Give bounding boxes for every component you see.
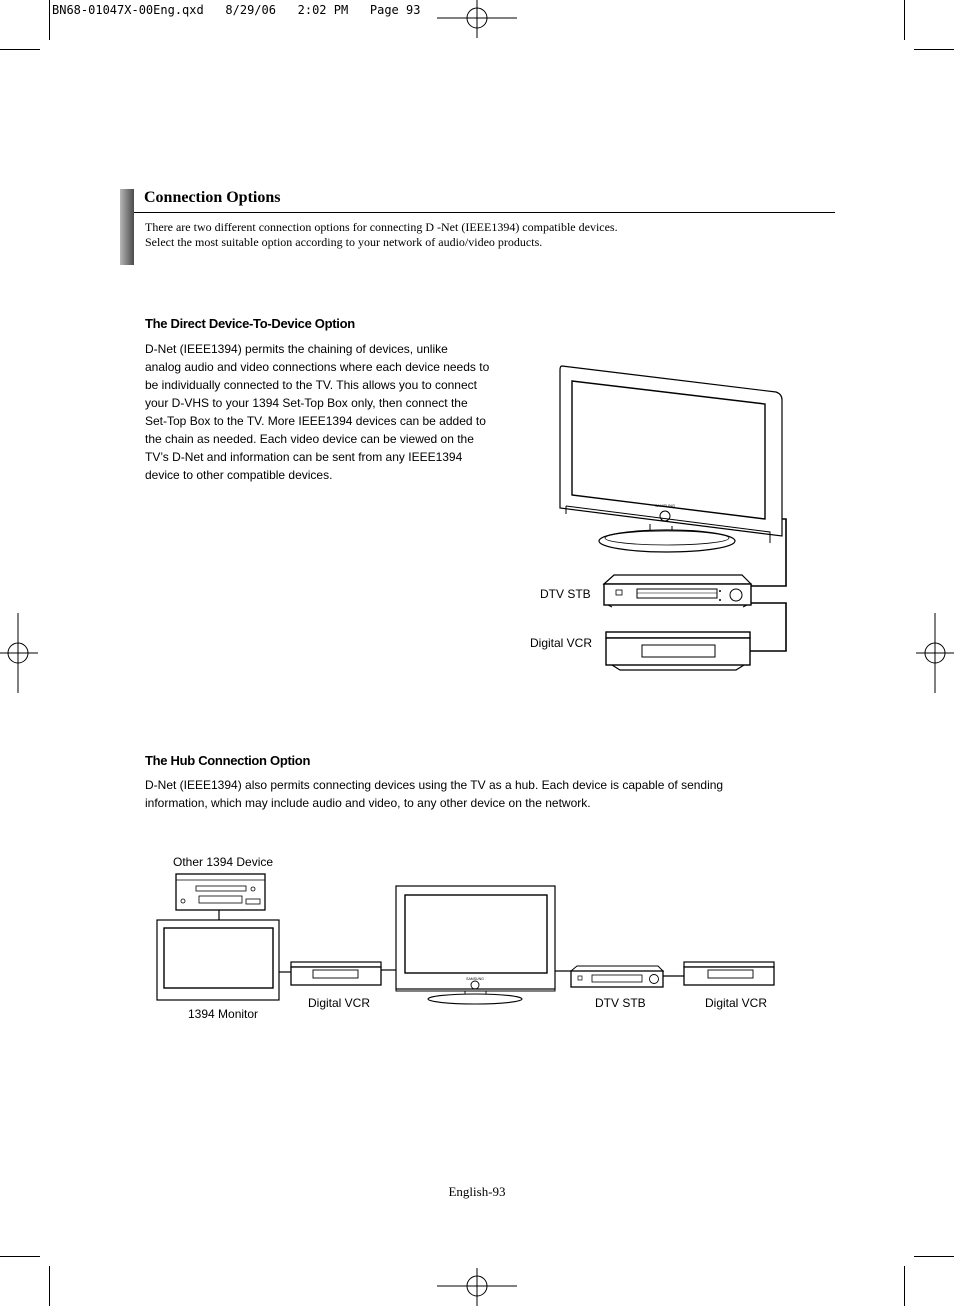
intro-line: Select the most suitable option according to your network of audio/video products. bbox=[145, 235, 543, 249]
body-line: the chain as needed. Each video device can be viewed on the bbox=[145, 432, 474, 446]
body-line: device to other compatible devices. bbox=[145, 468, 333, 482]
label-digital-vcr-right: Digital VCR bbox=[705, 996, 768, 1010]
label-digital-vcr: Digital VCR bbox=[530, 636, 593, 650]
label-digital-vcr-left: Digital VCR bbox=[308, 996, 371, 1010]
right-digital-vcr-illustration bbox=[684, 962, 774, 985]
page-number: English-93 bbox=[448, 1184, 506, 1199]
slug-line: BN68-01047X-00Eng.qxd 8/29/06 2:02 PM Page 93 bbox=[52, 3, 421, 17]
direct-option-heading: The Direct Device-To-Device Option bbox=[145, 316, 355, 331]
body-line: D-Net (IEEE1394) permits the chaining of devices, unlike bbox=[145, 342, 448, 356]
1394-monitor-illustration bbox=[157, 910, 291, 1000]
label-hub-dtv-stb: DTV STB bbox=[595, 996, 646, 1010]
label-1394-monitor: 1394 Monitor bbox=[188, 1007, 259, 1021]
body-line: TV’s D-Net and information can be sent from any IEEE1394 bbox=[145, 450, 463, 464]
label-other-1394-device: Other 1394 Device bbox=[173, 855, 274, 869]
body-line: information, which may include audio and video, to any other device on the network. bbox=[145, 796, 591, 810]
body-line: Set-Top Box to the TV. More IEEE1394 devices can be added to bbox=[145, 414, 486, 428]
intro-line: There are two different connection options for connecting D -Net (IEEE1394) compatible devices. bbox=[145, 220, 618, 234]
svg-text:SAMSUNG: SAMSUNG bbox=[654, 503, 676, 508]
left-digital-vcr-illustration bbox=[291, 962, 396, 985]
label-dtv-stb: DTV STB bbox=[540, 587, 591, 601]
other-1394-device-illustration bbox=[176, 874, 265, 910]
body-line: be individually connected to the TV. This allows you to connect bbox=[145, 378, 477, 392]
body-line: analog audio and video connections where each device needs to bbox=[145, 360, 490, 374]
svg-text:SAMSUNG: SAMSUNG bbox=[466, 977, 484, 981]
hub-dtv-stb-illustration bbox=[571, 966, 684, 987]
hub-option-heading: The Hub Connection Option bbox=[145, 753, 311, 768]
body-line: D-Net (IEEE1394) also permits connecting devices using the TV as a hub. Each device is capable of sending bbox=[145, 778, 724, 792]
section-title: Connection Options bbox=[144, 189, 281, 206]
hub-tv-illustration bbox=[396, 886, 572, 1004]
body-line: your D-VHS to your 1394 Set-Top Box only, then connect the bbox=[145, 396, 468, 410]
